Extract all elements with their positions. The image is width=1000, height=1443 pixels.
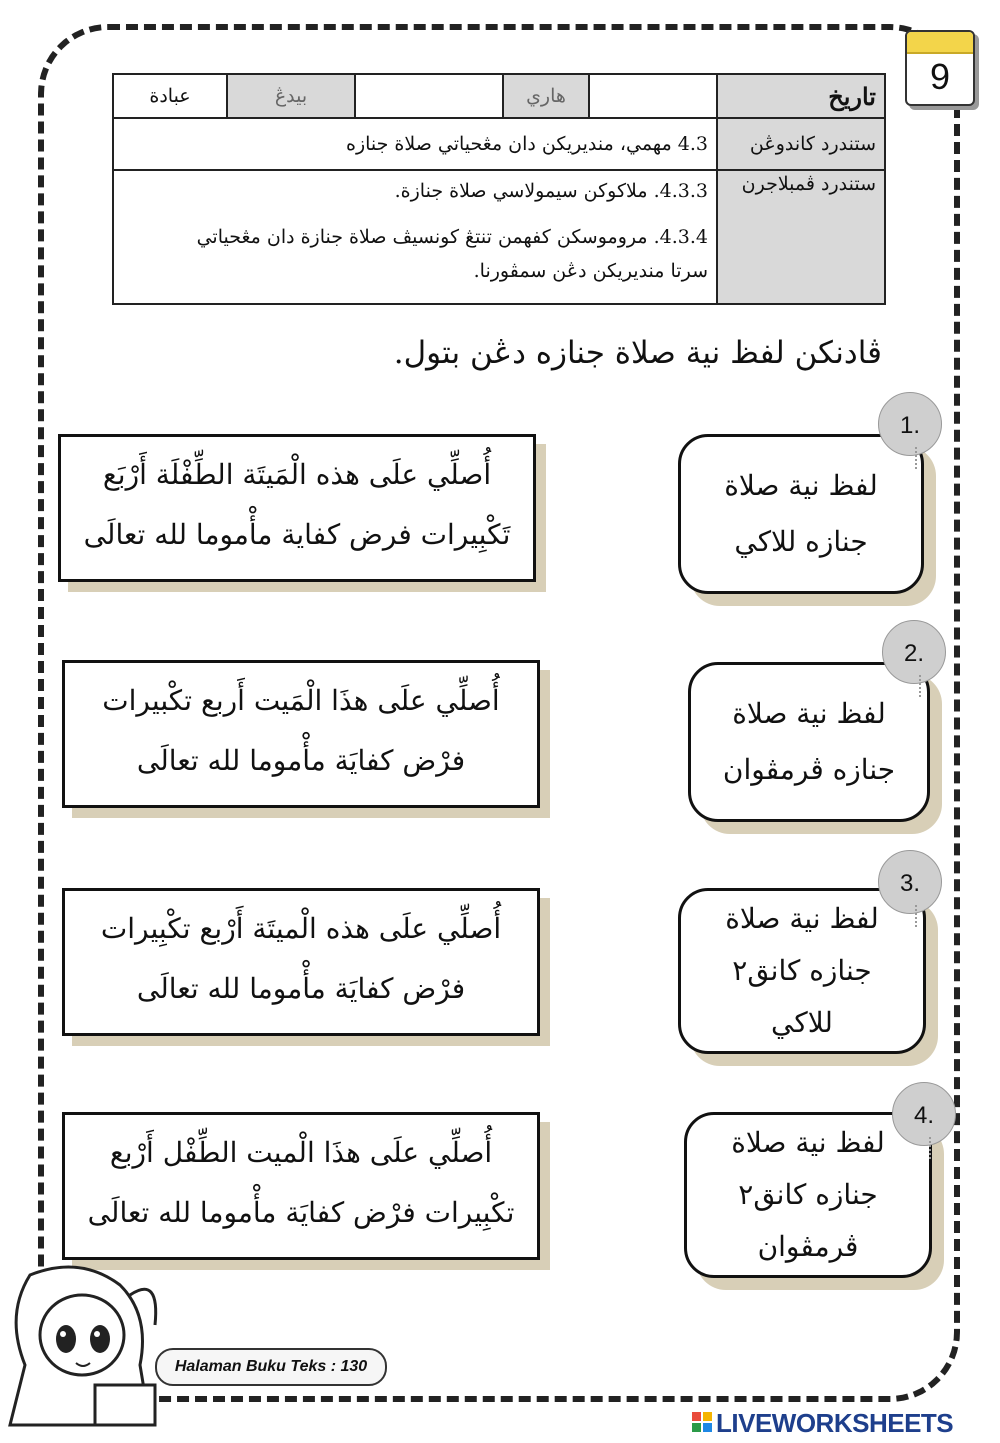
label-box-1[interactable] xyxy=(678,434,924,594)
liveworksheets-logo-icon xyxy=(692,1412,712,1432)
item-number-1: 1. xyxy=(878,392,942,456)
label-2-line-1: لفظ نية صلاة xyxy=(732,697,886,730)
label-3-line-2: جنازه كانق٢ xyxy=(732,954,872,987)
content-standard-text: 4.3 مهمي، منديريكن دان مڠحياتي صلاة جنازه xyxy=(113,118,717,170)
liveworksheets-brand[interactable]: LIVEWORKSHEETS xyxy=(716,1408,954,1438)
student-illustration xyxy=(0,1255,165,1435)
answer-4-line-1: أُصلِّي علَى هذَا الْميت الطِّفْل أَرْبع xyxy=(109,1136,493,1169)
label-1-line-1: لفظ نية صلاة xyxy=(724,469,878,502)
label-box-2[interactable] xyxy=(688,662,930,822)
learning-standard-cell xyxy=(113,170,717,304)
item-number-3: 3. xyxy=(878,850,942,914)
answer-1-line-1: أُصلِّي علَى هذه الْمَيتَة الطِّفْلَة أَرْبَع xyxy=(102,458,492,491)
label-2-line-2: جنازه ڤرمڤوان xyxy=(722,753,896,786)
learning-standard-1: 4.3.3. ملاكوكن سيمولاسي صلاة جنازة. xyxy=(394,180,708,202)
label-1-line-2: جنازه للاكي xyxy=(734,525,868,558)
label-4-line-3: ڤرمڤوان xyxy=(757,1230,859,1263)
answer-3-line-2: فرْض كفايَة مأْموما لله تعالَى xyxy=(136,972,466,1005)
day-label: هاري xyxy=(503,74,589,118)
label-3-line-3: للاكي xyxy=(771,1006,833,1039)
date-label: تاريخ xyxy=(717,74,885,118)
item-number-4: 4. xyxy=(892,1082,956,1146)
page-number: 9 xyxy=(929,56,951,97)
answer-box-1[interactable] xyxy=(58,434,536,582)
label-4-line-2: جنازه كانق٢ xyxy=(738,1178,878,1211)
answer-4-line-2: تكْبِيرات فرْض كفايَة مأْموما لله تعالَى xyxy=(87,1196,515,1229)
learning-standard-2b: سرتا منديريكن دڠن سمڤورنا. xyxy=(473,260,708,282)
subject-value: عبادة xyxy=(113,74,227,118)
learning-standard-label: ستندرد ڤمبلاجرن xyxy=(717,170,885,304)
tape-decoration xyxy=(907,32,973,54)
answer-2-line-2: فرْض كفايَة مأْموما لله تعالَى xyxy=(136,744,466,777)
header-table xyxy=(112,73,886,305)
answer-3-line-1: أُصلِّي علَى هذه الْميتَة أَرْبع تكْبِيرات xyxy=(100,912,502,945)
learning-standard-2a: 4.3.4. مروموسكن كفهمن تنتڠ كونسيڤ صلاة جنازة دان مڠحياتي xyxy=(196,226,708,248)
answer-box-2[interactable] xyxy=(62,660,540,808)
answer-box-3[interactable] xyxy=(62,888,540,1036)
label-box-3[interactable] xyxy=(678,888,926,1054)
date-field[interactable] xyxy=(589,74,717,118)
label-4-line-1: لفظ نية صلاة xyxy=(731,1126,885,1159)
answer-1-line-2: تَكْبِيرات فرض كفاية مأْموما لله تعالَى xyxy=(83,518,511,551)
day-field[interactable] xyxy=(355,74,503,118)
label-3-line-1: لفظ نية صلاة xyxy=(725,902,879,935)
answer-box-4[interactable] xyxy=(62,1112,540,1260)
answer-2-line-1: أُصلِّي علَى هذَا الْمَيت أَربع تكْبيرات xyxy=(102,684,500,717)
label-box-4[interactable] xyxy=(684,1112,932,1278)
instruction-text: ڤادنكن لفظ نية صلاة جنازه دڠن بتول. xyxy=(393,335,882,371)
page-number-tag xyxy=(905,30,975,106)
class-label: بيدڠ xyxy=(227,74,355,118)
item-number-2: 2. xyxy=(882,620,946,684)
content-standard-label: ستندرد كاندوڠن xyxy=(717,118,885,170)
textbook-page-ref: Halaman Buku Teks : 130 xyxy=(155,1348,387,1386)
